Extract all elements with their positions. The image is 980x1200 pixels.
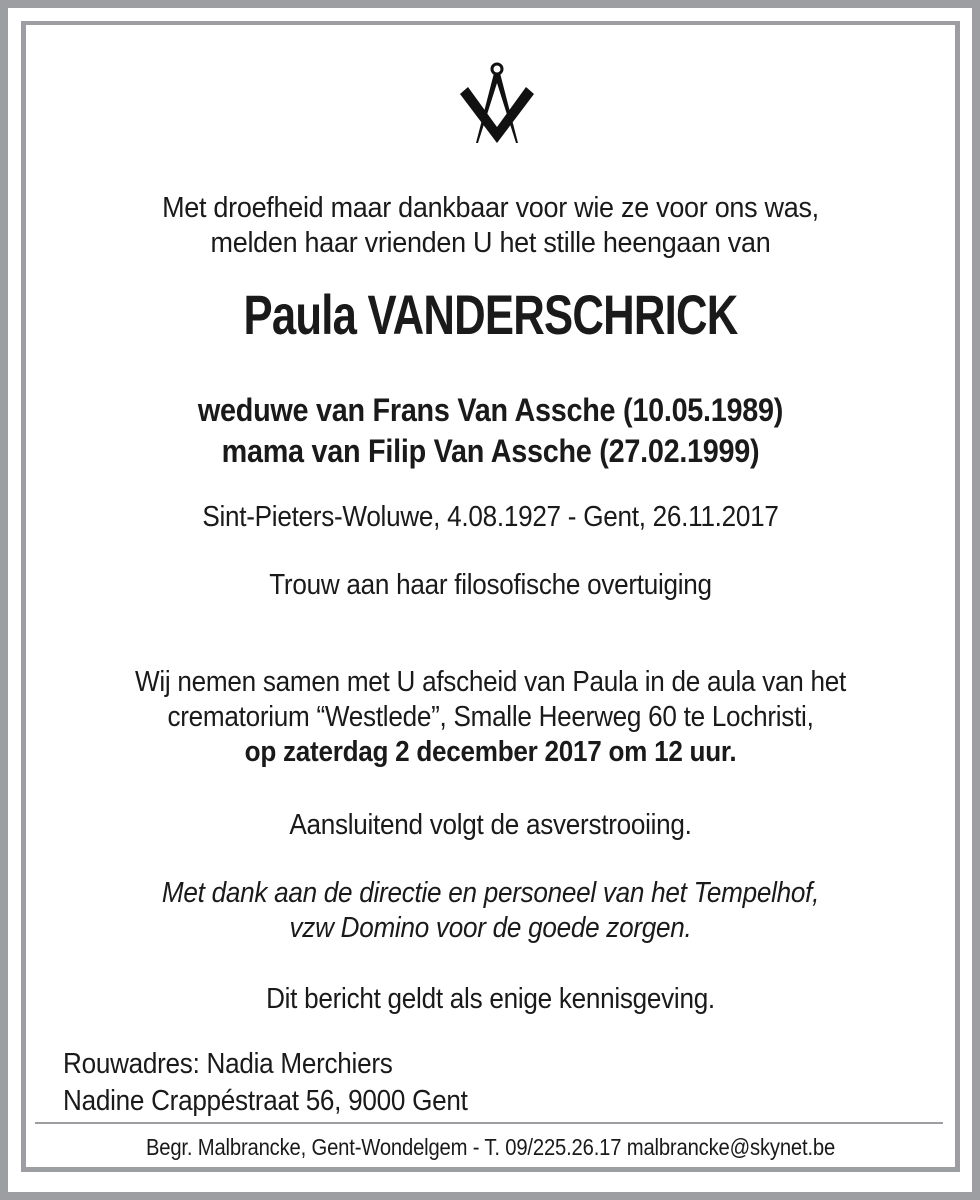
ceremony-line-1: Wij nemen samen met U afscheid van Paula in de aula van het xyxy=(135,666,846,698)
only-notice-line: Dit bericht geldt als enige kennisgeving. xyxy=(266,983,715,1015)
address-line-2: Nadine Crappéstraat 56, 9000 Gent xyxy=(63,1085,468,1117)
intro-line-1: Met droefheid maar dankbaar voor wie ze voor ons was, xyxy=(162,192,819,224)
birth-death-line: Sint-Pieters-Woluwe, 4.08.1927 - Gent, 26.11.2017 xyxy=(202,501,779,533)
ceremony-datetime: op zaterdag 2 december 2017 om 12 uur. xyxy=(244,736,737,768)
address-line-1: Rouwadres: Nadia Merchiers xyxy=(63,1048,393,1080)
thanks-line-1: Met dank aan de directie en personeel van het Tempelhof, xyxy=(161,877,820,909)
footer-divider xyxy=(35,1122,943,1124)
intro-line-2: melden haar vrienden U het stille heengaan van xyxy=(210,227,771,259)
thanks-line-2: vzw Domino voor de goede zorgen. xyxy=(289,912,692,944)
ceremony-line-2: crematorium “Westlede”, Smalle Heerweg 60 te Lochristi, xyxy=(167,701,814,733)
relation-spouse: weduwe van Frans Van Assche (10.05.1989) xyxy=(197,392,784,428)
conviction-line: Trouw aan haar filosofische overtuiging xyxy=(269,569,712,601)
relation-child: mama van Filip Van Assche (27.02.1999) xyxy=(221,433,760,469)
deceased-name: Paula VANDERSCHRICK xyxy=(243,283,738,346)
square-and-compass-icon xyxy=(457,61,537,145)
funeral-director-footer: Begr. Malbrancke, Gent-Wondelgem - T. 09/225.26.17 malbrancke@skynet.be xyxy=(145,1134,836,1160)
followup-line: Aansluitend volgt de asverstrooiing. xyxy=(289,809,692,841)
obituary-card xyxy=(21,21,960,1172)
